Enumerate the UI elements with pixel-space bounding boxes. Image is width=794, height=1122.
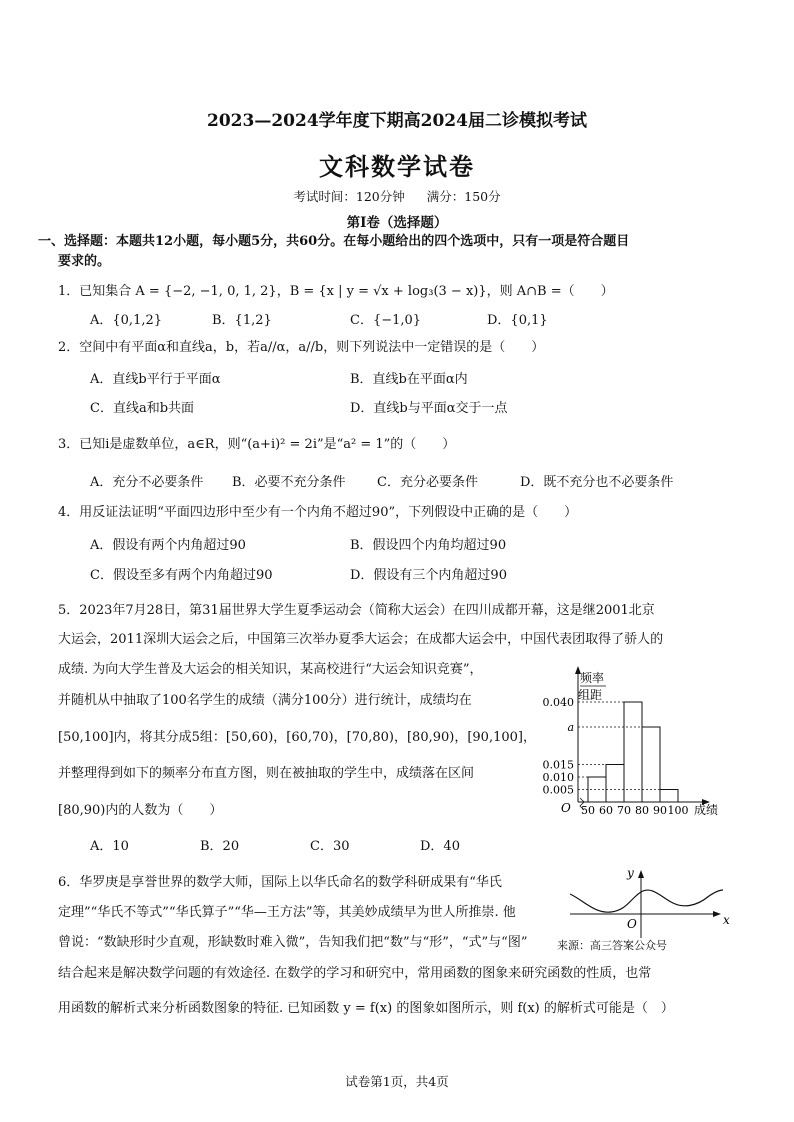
- part-heading: 第Ⅰ卷（选择题）: [346, 215, 448, 231]
- q4-option-c: C．假设至多有两个内角超过90: [90, 568, 273, 583]
- question-6-line1: 6．华罗庚是享誉世界的数学大师，国际上以华氏命名的数学科研成果有“华氏: [58, 875, 502, 890]
- histogram-ytick-label: 0.010: [542, 771, 574, 784]
- question-5-line3: 成绩. 为向大学生普及大运会的相关知识，某高校进行“大运会知识竞赛”，: [58, 662, 483, 677]
- histogram-xlabel: 成绩: [694, 803, 719, 817]
- function-graph: [565, 862, 735, 942]
- section-instruction-line2: 要求的。: [58, 254, 111, 269]
- q2-option-a: A．直线b平行于平面α: [90, 372, 221, 387]
- histogram-bar-70-80: [624, 702, 642, 802]
- q1-option-d: D．{0,1}: [487, 313, 548, 328]
- q1-option-b: B．{1,2}: [212, 313, 272, 328]
- question-3-stem: 3．已知i是虚数单位，a∈R，则“(a+i)² = 2i”是“a² = 1”的（ ）: [58, 437, 456, 452]
- q3-option-c: C．充分必要条件: [377, 475, 478, 490]
- histogram-xtick-label: 70: [617, 804, 631, 817]
- question-5-line2: 大运会，2011深圳大运会之后，中国第三次举办夏季大运会；在成都大运会中，中国代表团取得了骄人的: [58, 632, 664, 647]
- frequency-histogram: [528, 662, 728, 824]
- histogram-ylabel-bottom: 组距: [578, 688, 603, 702]
- graph-y-arrow: [638, 870, 644, 878]
- question-1-stem: 1．已知集合 A = {−2, −1, 0, 1, 2}，B = {x | y = √x + log₃(3 − x)}，则 A∩B =（ ）: [58, 284, 614, 299]
- histogram-ytick-label: 0.040: [542, 696, 574, 709]
- exam-score: 满分：150分: [426, 189, 501, 204]
- question-5-line7: [80,90)内的人数为（ ）: [58, 803, 223, 818]
- histogram-ytick-label: 0.015: [542, 758, 574, 772]
- q5-option-c: C．30: [310, 839, 350, 854]
- histogram-bar-80-90: [642, 727, 660, 802]
- graph-x-label: x: [723, 913, 730, 927]
- histogram-bar-90-100: [660, 790, 678, 803]
- exam-time: 考试时间：120分钟: [293, 189, 405, 204]
- q4-option-b: B．假设四个内角均超过90: [350, 538, 507, 553]
- q2-option-d: D．直线b与平面α交于一点: [350, 401, 508, 416]
- histogram-origin: O: [561, 801, 571, 815]
- histogram-xtick-label: 90: [653, 804, 667, 817]
- graph-y-label: y: [627, 866, 634, 880]
- histogram-ytick-label: a: [567, 721, 574, 734]
- graph-origin: O: [627, 917, 637, 931]
- histogram-xtick-label: 60: [599, 804, 613, 817]
- question-5-line5: [50,100]内，将其分成5组：[50,60)，[60,70)，[70,80)，[80,90)，[90,100]，: [58, 730, 536, 745]
- exam-subtitle: 文科数学试卷: [319, 152, 475, 181]
- exam-meta: [0, 187, 794, 205]
- page-footer: 试卷第1页，共4页: [345, 1074, 449, 1089]
- histogram-ytick-label: 0.005: [542, 783, 574, 797]
- histogram-xtick-label: 50: [581, 804, 595, 817]
- question-6-line2: 定理”“华氏不等式”“华氏算子”“华—王方法”等，其美妙成绩早为世人所推崇. 他: [58, 905, 516, 920]
- question-2-stem: 2．空间中有平面α和直线a，b，若a//α，a//b，则下列说法中一定错误的是（ ）: [58, 340, 545, 355]
- q5-option-d: D．40: [420, 839, 460, 854]
- question-6-line5: 用函数的解析式来分析函数图象的特征. 已知函数 y = f(x) 的图象如图所示，则 f(x) 的解析式可能是（ ）: [58, 1001, 674, 1016]
- histogram-ylabel-top: 频率: [580, 671, 605, 685]
- q3-option-d: D．既不充分也不必要条件: [520, 475, 674, 490]
- graph-x-arrow: [713, 911, 721, 917]
- question-5-line1: 5．2023年7月28日，第31届世界大学生夏季运动会（简称大运会）在四川成都开幕，这是继2001北京: [58, 603, 655, 618]
- histogram-xtick-label: 100: [667, 804, 689, 817]
- section-instruction-line1: 一、选择题：本题共12小题，每小题5分，共60分。在每小题给出的四个选项中，只有一项是符合题目: [38, 234, 630, 249]
- histogram-xtick-label: 80: [635, 804, 649, 817]
- function-curve: [570, 890, 723, 912]
- q5-option-a: A．10: [90, 839, 129, 854]
- source-watermark: 来源：高三答案公众号: [557, 939, 667, 952]
- q2-option-c: C．直线a和b共面: [90, 401, 195, 416]
- question-5-line6: 并整理得到如下的频率分布直方图，则在被抽取的学生中，成绩落在区间: [58, 766, 475, 781]
- histogram-bar-60-70: [606, 765, 624, 803]
- question-4-stem: 4．用反证法证明“平面四边形中至少有一个内角不超过90”，下列假设中正确的是（ ）: [58, 505, 578, 520]
- q1-option-a: A．{0,1,2}: [90, 313, 163, 328]
- q3-option-b: B．必要不充分条件: [232, 475, 346, 490]
- question-6-line4: 结合起来是解决数学问题的有效途径. 在数学的学习和研究中，常用函数的图象来研究函数的性质，也常: [58, 966, 652, 981]
- q1-option-c: C．{−1,0}: [350, 313, 422, 328]
- question-6-line3: 曾说：“数缺形时少直观，形缺数时难入微”，告知我们把“数”与“形”，“式”与“图”: [58, 935, 528, 950]
- q3-option-a: A．充分不必要条件: [90, 475, 204, 490]
- question-5-line4: 并随机从中抽取了100名学生的成绩（满分100分）进行统计，成绩均在: [58, 693, 472, 708]
- q4-option-d: D．假设有三个内角超过90: [350, 568, 507, 583]
- q4-option-a: A．假设有两个内角超过90: [90, 538, 246, 553]
- q5-option-b: B．20: [200, 839, 240, 854]
- q2-option-b: B．直线b在平面α内: [350, 372, 468, 387]
- exam-title: 2023—2024学年度下期高2024届二诊模拟考试: [207, 111, 587, 131]
